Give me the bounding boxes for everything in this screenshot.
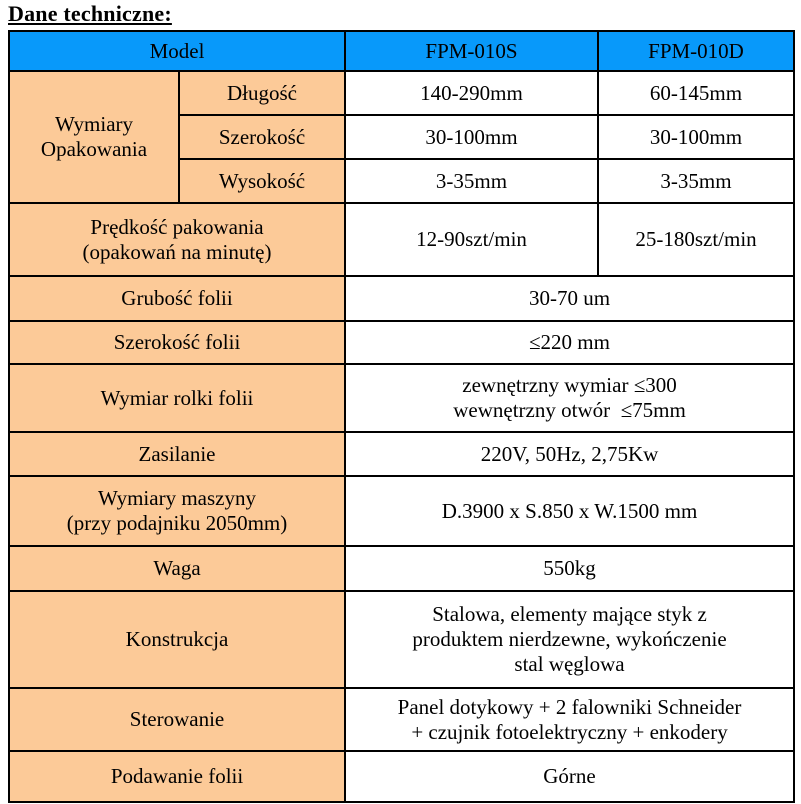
width-label-cell: Szerokość	[179, 115, 345, 159]
model-header-cell: Model	[9, 31, 345, 71]
control-value-line2: + czujnik fotoelektryczny + enkodery	[411, 719, 728, 744]
film-feed-label-cell: Podawanie folii	[9, 751, 345, 802]
film-thickness-label-cell: Grubość folii	[9, 276, 345, 321]
table-row-film-feed	[9, 751, 794, 802]
film-thickness-value-cell: 30-70 um	[345, 276, 794, 321]
technical-data-table	[8, 30, 795, 803]
table-row-speed	[9, 203, 794, 276]
weight-label-cell: Waga	[9, 546, 345, 591]
construction-value-cell	[345, 591, 794, 688]
construction-value-line3: stal węglowa	[514, 652, 625, 676]
control-value-cell	[345, 688, 794, 751]
control-value-line1: Panel dotykowy + 2 falowniki Schneider	[397, 694, 742, 719]
power-value-cell: 220V, 50Hz, 2,75Kw	[345, 432, 794, 476]
width-value-d-cell: 30-100mm	[598, 115, 794, 159]
film-roll-value-cell	[345, 364, 794, 432]
table-row-control	[9, 688, 794, 751]
speed-value-d-cell: 25-180szt/min	[598, 203, 794, 276]
speed-value-s-cell: 12-90szt/min	[345, 203, 598, 276]
model-fpm-010d-cell: FPM-010D	[598, 31, 794, 71]
machine-dims-label-line1: Wymiary maszyny	[98, 486, 256, 510]
power-label-cell: Zasilanie	[9, 432, 345, 476]
machine-dims-value-cell: D.3900 x S.850 x W.1500 mm	[345, 476, 794, 546]
table-row-length	[9, 71, 794, 115]
speed-label-cell	[9, 203, 345, 276]
speed-label-line1: Prędkość pakowania	[90, 214, 264, 239]
package-dims-group-cell: Wymiary Opakowania	[9, 71, 179, 203]
film-feed-value-cell: Górne	[345, 751, 794, 802]
table-row-model	[9, 31, 794, 71]
construction-value-line2: produktem nierdzewne, wykończenie	[412, 627, 727, 651]
weight-value-cell: 550kg	[345, 546, 794, 591]
table-row-machine-dims	[9, 476, 794, 546]
length-label-cell: Długość	[179, 71, 345, 115]
height-value-s-cell: 3-35mm	[345, 159, 598, 203]
film-roll-value-line2: wewnętrzny otwór ≤75mm	[453, 398, 686, 422]
height-label-cell: Wysokość	[179, 159, 345, 203]
table-row-power	[9, 432, 794, 476]
construction-value-line1: Stalowa, elementy mające styk z	[432, 602, 707, 626]
film-roll-label-cell: Wymiar rolki folii	[9, 364, 345, 432]
construction-label-cell: Konstrukcja	[9, 591, 345, 688]
model-fpm-010s-cell: FPM-010S	[345, 31, 598, 71]
length-value-d-cell: 60-145mm	[598, 71, 794, 115]
table-row-film-roll	[9, 364, 794, 432]
film-roll-value-line1: zewnętrzny wymiar ≤300	[462, 373, 677, 397]
table-row-film-thickness	[9, 276, 794, 321]
table-row-weight	[9, 546, 794, 591]
film-width-value-cell: ≤220 mm	[345, 321, 794, 364]
machine-dims-label-cell	[9, 476, 345, 546]
film-width-label-cell: Szerokość folii	[9, 321, 345, 364]
height-value-d-cell: 3-35mm	[598, 159, 794, 203]
speed-label-line2: (opakowań na minutę)	[82, 239, 272, 264]
width-value-s-cell: 30-100mm	[345, 115, 598, 159]
machine-dims-label-line2: (przy podajniku 2050mm)	[66, 511, 288, 535]
length-value-s-cell: 140-290mm	[345, 71, 598, 115]
table-row-film-width	[9, 321, 794, 364]
table-row-construction	[9, 591, 794, 688]
page-title: Dane techniczne:	[8, 1, 172, 26]
control-label-cell: Sterowanie	[9, 688, 345, 751]
